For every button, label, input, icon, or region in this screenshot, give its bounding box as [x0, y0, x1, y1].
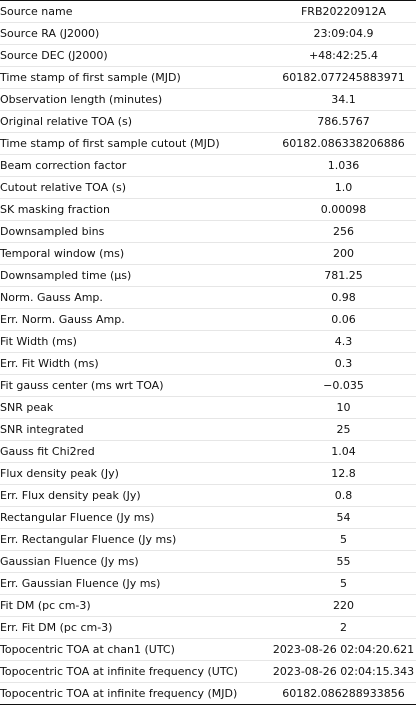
parameter-value: 54 — [271, 507, 416, 529]
parameter-name: Norm. Gauss Amp. — [0, 287, 271, 309]
parameter-value: 55 — [271, 551, 416, 573]
parameter-name: Source DEC (J2000) — [0, 45, 271, 67]
table-row — [0, 463, 416, 485]
parameter-name: Source RA (J2000) — [0, 23, 271, 45]
table-row — [0, 133, 416, 155]
parameter-value: 25 — [271, 419, 416, 441]
parameter-value: 1.036 — [271, 155, 416, 177]
parameter-value: 0.06 — [271, 309, 416, 331]
parameter-value: 60182.086338206886 — [271, 133, 416, 155]
parameter-name: Topocentric TOA at infinite frequency (UTC) — [0, 661, 271, 683]
table-row — [0, 221, 416, 243]
parameter-name: Cutout relative TOA (s) — [0, 177, 271, 199]
table-row — [0, 353, 416, 375]
table-body — [0, 1, 416, 705]
parameter-value: 12.8 — [271, 463, 416, 485]
parameter-name: Fit gauss center (ms wrt TOA) — [0, 375, 271, 397]
table-row — [0, 67, 416, 89]
parameter-value: 786.5767 — [271, 111, 416, 133]
parameter-name: SK masking fraction — [0, 199, 271, 221]
parameter-value: 2023-08-26 02:04:15.343 — [271, 661, 416, 683]
parameter-value: 60182.077245883971 — [271, 67, 416, 89]
parameter-value: 34.1 — [271, 89, 416, 111]
parameter-name: SNR integrated — [0, 419, 271, 441]
parameter-value: 200 — [271, 243, 416, 265]
parameter-value: 1.0 — [271, 177, 416, 199]
parameter-name: Topocentric TOA at chan1 (UTC) — [0, 639, 271, 661]
parameter-value: 256 — [271, 221, 416, 243]
table-row — [0, 375, 416, 397]
parameter-value: 0.98 — [271, 287, 416, 309]
parameter-name: Topocentric TOA at infinite frequency (MJD) — [0, 683, 271, 705]
parameter-value: 60182.086288933856 — [271, 683, 416, 705]
table-row — [0, 441, 416, 463]
table-row — [0, 529, 416, 551]
parameter-name: Gauss fit Chi2red — [0, 441, 271, 463]
table-row — [0, 287, 416, 309]
table-row — [0, 683, 416, 705]
parameter-name: Source name — [0, 1, 271, 23]
table-row — [0, 23, 416, 45]
table-row — [0, 617, 416, 639]
table-row — [0, 573, 416, 595]
table-row — [0, 89, 416, 111]
parameter-name: Downsampled time (µs) — [0, 265, 271, 287]
table-row — [0, 485, 416, 507]
parameter-value: 220 — [271, 595, 416, 617]
parameter-value: 10 — [271, 397, 416, 419]
parameter-value: 781.25 — [271, 265, 416, 287]
parameter-name: Gaussian Fluence (Jy ms) — [0, 551, 271, 573]
table-row — [0, 419, 416, 441]
parameter-name: Fit Width (ms) — [0, 331, 271, 353]
parameter-name: Err. Flux density peak (Jy) — [0, 485, 271, 507]
parameter-value: 5 — [271, 529, 416, 551]
table-row — [0, 45, 416, 67]
parameter-value: 2 — [271, 617, 416, 639]
parameter-name: Err. Fit DM (pc cm-3) — [0, 617, 271, 639]
parameter-value: 0.8 — [271, 485, 416, 507]
parameter-name: Temporal window (ms) — [0, 243, 271, 265]
parameter-name: Err. Norm. Gauss Amp. — [0, 309, 271, 331]
table-row — [0, 265, 416, 287]
table-row — [0, 331, 416, 353]
parameter-value: 0.3 — [271, 353, 416, 375]
table-row — [0, 1, 416, 23]
table-row — [0, 155, 416, 177]
parameter-name: Downsampled bins — [0, 221, 271, 243]
parameter-name: Beam correction factor — [0, 155, 271, 177]
table-row — [0, 397, 416, 419]
parameter-name: Time stamp of first sample cutout (MJD) — [0, 133, 271, 155]
parameter-name: Err. Rectangular Fluence (Jy ms) — [0, 529, 271, 551]
parameter-name: Flux density peak (Jy) — [0, 463, 271, 485]
table-row — [0, 551, 416, 573]
table-row — [0, 243, 416, 265]
parameter-name: Rectangular Fluence (Jy ms) — [0, 507, 271, 529]
parameter-value: 4.3 — [271, 331, 416, 353]
parameter-value: FRB20220912A — [271, 1, 416, 23]
parameter-value: −0.035 — [271, 375, 416, 397]
parameter-value: 5 — [271, 573, 416, 595]
table-row — [0, 199, 416, 221]
table-row — [0, 177, 416, 199]
parameter-name: SNR peak — [0, 397, 271, 419]
table-row — [0, 111, 416, 133]
parameter-value: 0.00098 — [271, 199, 416, 221]
parameter-value: 23:09:04.9 — [271, 23, 416, 45]
parameter-name: Err. Gaussian Fluence (Jy ms) — [0, 573, 271, 595]
parameter-name: Original relative TOA (s) — [0, 111, 271, 133]
table-row — [0, 595, 416, 617]
table-row — [0, 507, 416, 529]
parameter-value: +48:42:25.4 — [271, 45, 416, 67]
parameter-name: Time stamp of first sample (MJD) — [0, 67, 271, 89]
table-row — [0, 661, 416, 683]
table-row — [0, 639, 416, 661]
table-row — [0, 309, 416, 331]
parameter-name: Observation length (minutes) — [0, 89, 271, 111]
parameter-name: Fit DM (pc cm-3) — [0, 595, 271, 617]
parameter-value: 1.04 — [271, 441, 416, 463]
parameter-value: 2023-08-26 02:04:20.621 — [271, 639, 416, 661]
parameter-name: Err. Fit Width (ms) — [0, 353, 271, 375]
